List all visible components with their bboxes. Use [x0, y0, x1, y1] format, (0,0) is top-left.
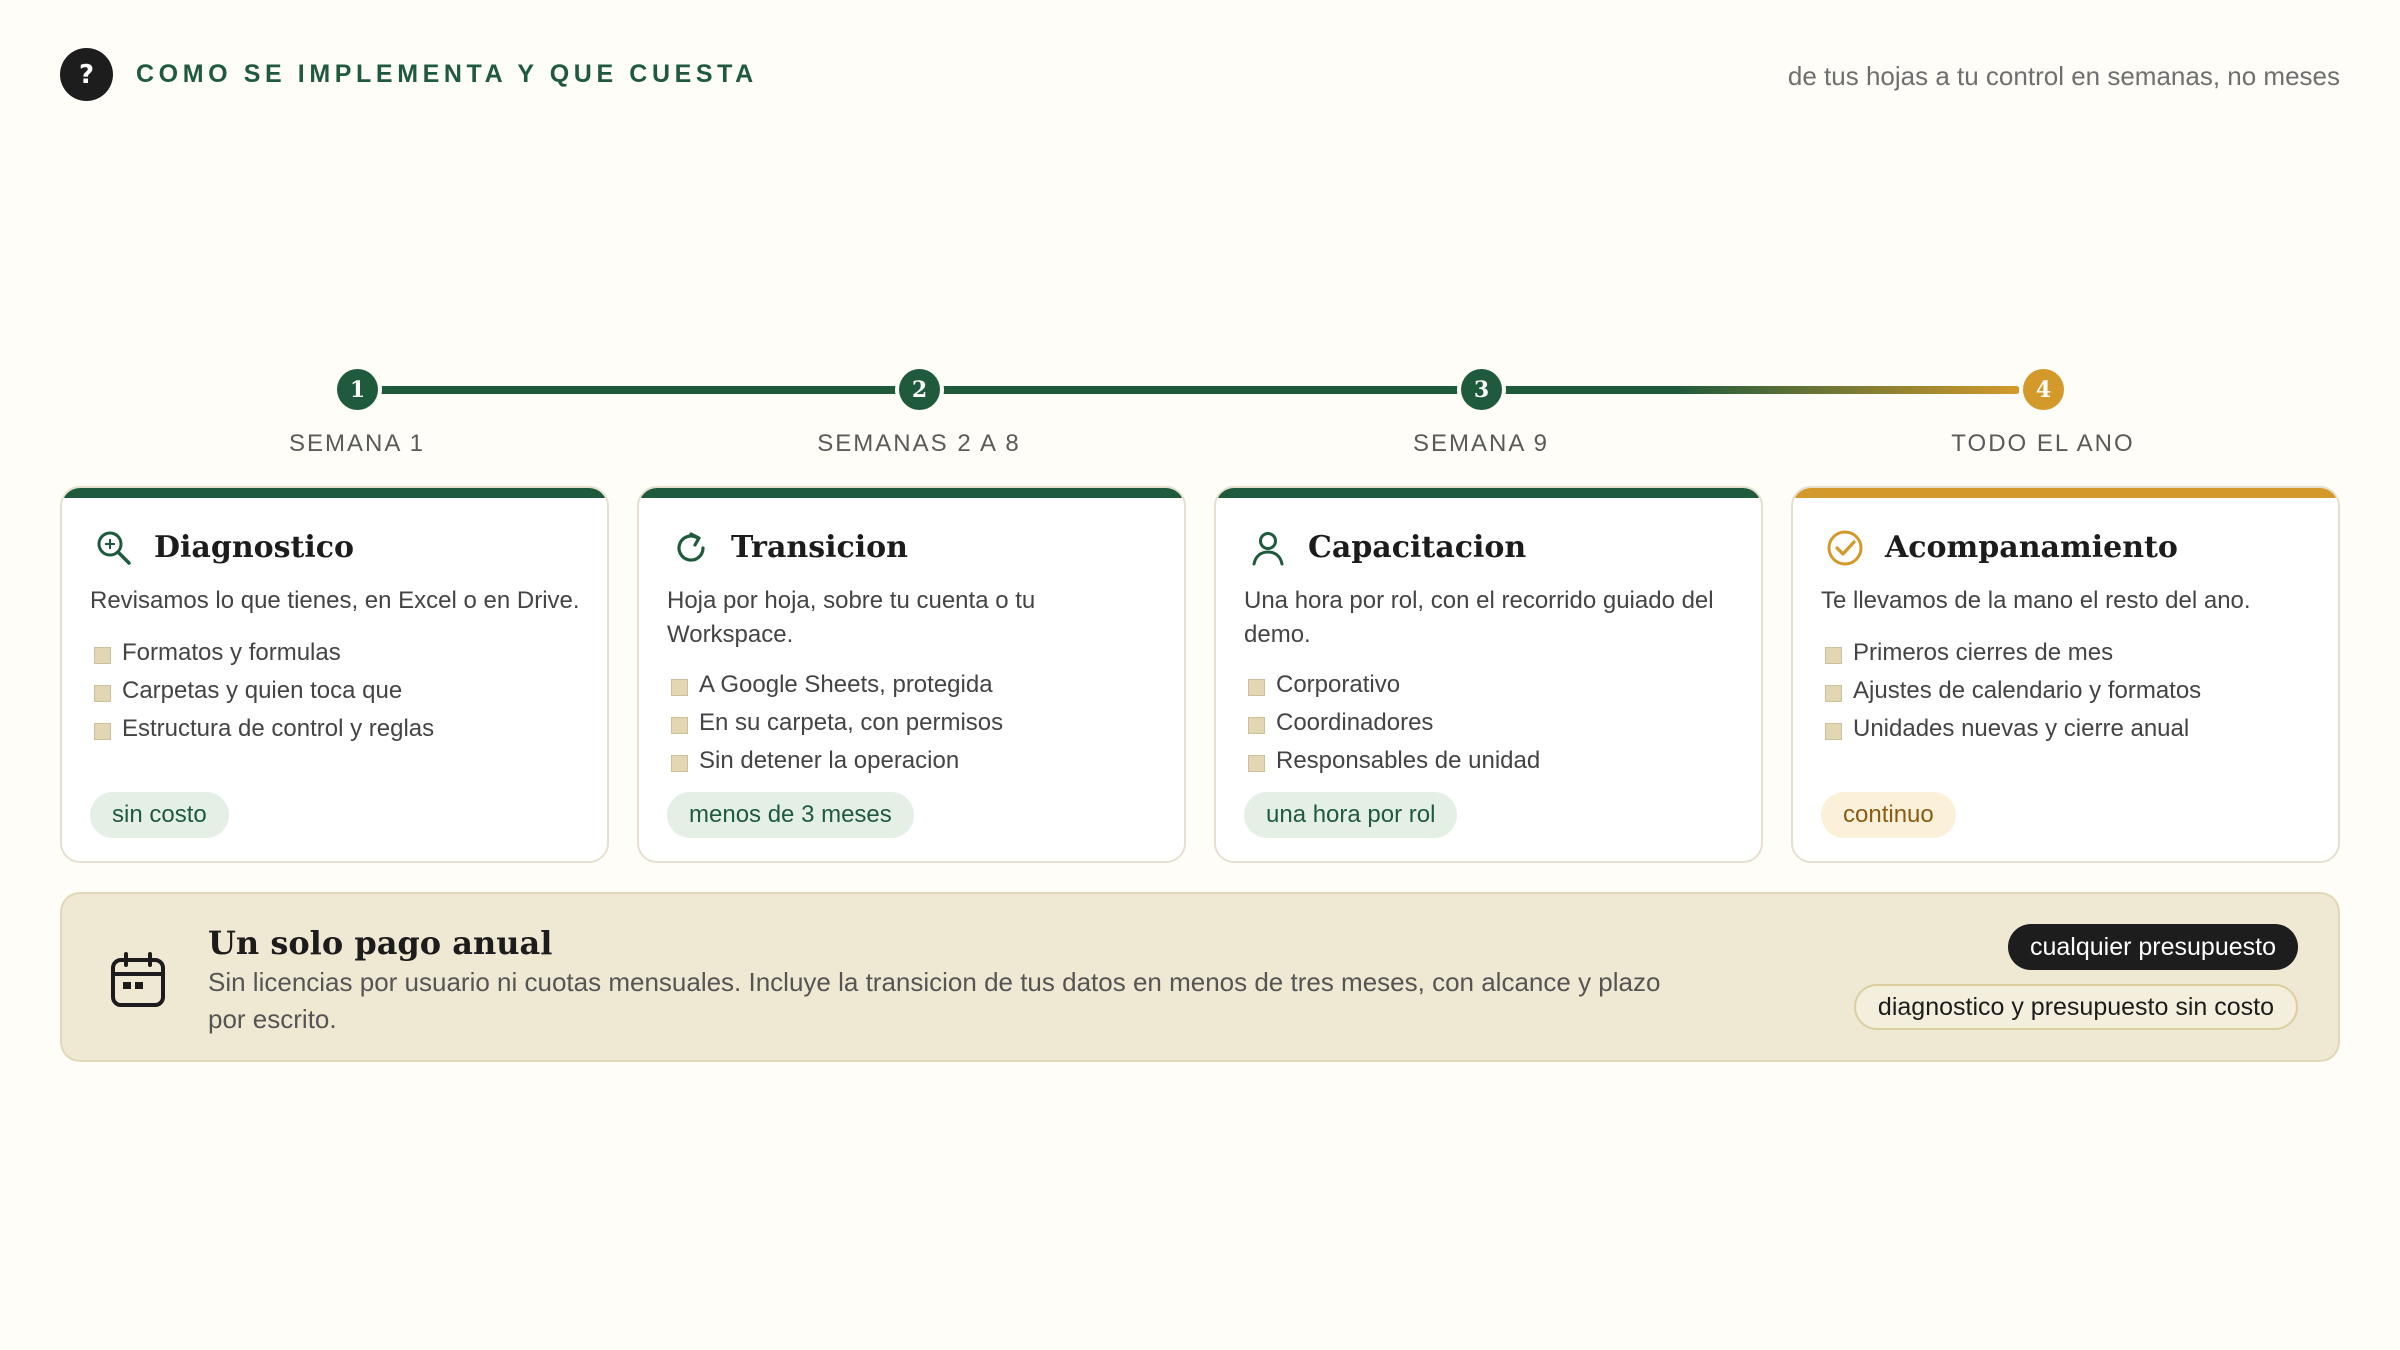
list-item-text: Primeros cierres de mes: [1853, 639, 2114, 666]
list-item-text: Carpetas y quien toca que: [122, 677, 403, 704]
list-item-text: Unidades nuevas y cierre anual: [1853, 715, 2190, 742]
card-duration-pill: una hora por rol: [1244, 792, 1457, 838]
card-duration-pill: sin costo: [90, 792, 229, 838]
banner-text: Sin licencias por usuario ni cuotas mensuales. Incluye la transicion de tus datos en menos de tres meses, con alcance y plazo por escrito.: [208, 967, 1661, 1034]
card-duration-pill: menos de 3 meses: [667, 792, 914, 838]
timeline-step-1-label: SEMANA 1: [288, 430, 426, 457]
bullet-square: [94, 723, 111, 740]
list-item-text: Estructura de control y reglas: [122, 715, 435, 742]
card-accent-bar: [639, 488, 1184, 498]
bullet-square: [94, 685, 111, 702]
timeline-step-3-label: SEMANA 9: [1412, 430, 1550, 457]
list-item: [94, 634, 594, 672]
bullet-square: [1248, 679, 1265, 696]
card-description: Hoja por hoja, sobre tu cuenta o tu Workspace.: [667, 587, 1036, 648]
card-accent-bar: [62, 488, 607, 498]
bullet-square: [671, 755, 688, 772]
list-item-text: Corporativo: [1276, 671, 1401, 698]
list-item-text: Formatos y formulas: [122, 639, 341, 666]
list-item: [1248, 704, 1748, 742]
card-checklist: [94, 634, 594, 748]
timeline-step-2-dot: 2: [899, 369, 940, 410]
list-item-text: En su carpeta, con permisos: [699, 709, 1004, 736]
section-eyebrow: COMO SE IMPLEMENTA Y QUE CUESTA: [136, 60, 758, 88]
card-title: Acompanamiento: [1885, 530, 2178, 565]
list-item: [1825, 672, 2325, 710]
card-description: Revisamos lo que tienes, en Excel o en Drive.: [90, 587, 580, 614]
refresh-icon: [671, 528, 711, 568]
bullet-square: [1825, 685, 1842, 702]
list-item-text: Sin detener la operacion: [699, 747, 960, 774]
card-checklist: [671, 666, 1171, 780]
header-tagline: de tus hojas a tu control en semanas, no meses: [1787, 61, 2340, 91]
timeline-connector: [370, 386, 900, 394]
magnifier-icon: [94, 528, 134, 568]
free-diagnostic-button[interactable]: diagnostico y presupuesto sin costo: [1854, 984, 2298, 1030]
list-item: [1825, 634, 2325, 672]
list-item-text: Responsables de unidad: [1276, 747, 1541, 774]
phase-card-transicion: [637, 486, 1186, 863]
timeline-connector: [1490, 386, 2020, 394]
list-item: [671, 742, 1171, 780]
timeline: [0, 360, 2400, 480]
card-description: Una hora por rol, con el recorrido guiado del demo.: [1244, 587, 1714, 648]
card-accent-bar: [1216, 488, 1761, 498]
timeline-connector: [930, 386, 1460, 394]
phase-card-diagnostico: [60, 486, 609, 863]
list-item-text: A Google Sheets, protegida: [699, 671, 993, 698]
any-budget-button[interactable]: cualquier presupuesto: [2008, 924, 2298, 970]
card-accent-bar: [1793, 488, 2338, 498]
bullet-square: [1825, 723, 1842, 740]
bullet-square: [94, 647, 111, 664]
bullet-square: [671, 679, 688, 696]
list-item-text: Coordinadores: [1276, 709, 1434, 736]
card-checklist: [1825, 634, 2325, 748]
card-description: Te llevamos de la mano el resto del ano.: [1821, 587, 2251, 614]
list-item: [671, 666, 1171, 704]
bullet-square: [1248, 717, 1265, 734]
list-item: [1825, 710, 2325, 748]
list-item: [671, 704, 1171, 742]
pricing-banner: [60, 892, 2340, 1062]
help-icon[interactable]: ?: [60, 48, 113, 101]
phase-card-capacitacion: [1214, 486, 1763, 863]
bullet-square: [1248, 755, 1265, 772]
bullet-square: [671, 717, 688, 734]
timeline-step-1-dot: 1: [337, 369, 378, 410]
timeline-step-3-dot: 3: [1461, 369, 1502, 410]
list-item-text: Ajustes de calendario y formatos: [1853, 677, 2202, 704]
timeline-step-4-dot: 4: [2023, 369, 2064, 410]
card-title: Capacitacion: [1308, 530, 1527, 565]
list-item: [1248, 666, 1748, 704]
person-icon: [1248, 528, 1288, 568]
list-item: [1248, 742, 1748, 780]
card-checklist: [1248, 666, 1748, 780]
check-circle-icon: [1825, 528, 1865, 568]
timeline-step-2-label: SEMANAS 2 A 8: [817, 430, 1021, 457]
bullet-square: [1825, 647, 1842, 664]
card-duration-pill: continuo: [1821, 792, 1956, 838]
calendar-icon: [108, 950, 168, 1010]
card-title: Transicion: [731, 530, 908, 565]
list-item: [94, 710, 594, 748]
timeline-step-4-label: TODO EL ANO: [1951, 430, 2135, 457]
phase-card-acompanamiento: [1791, 486, 2340, 863]
card-title: Diagnostico: [154, 530, 355, 565]
header: [60, 48, 2340, 102]
list-item: [94, 672, 594, 710]
banner-title: Un solo pago anual: [208, 924, 553, 962]
